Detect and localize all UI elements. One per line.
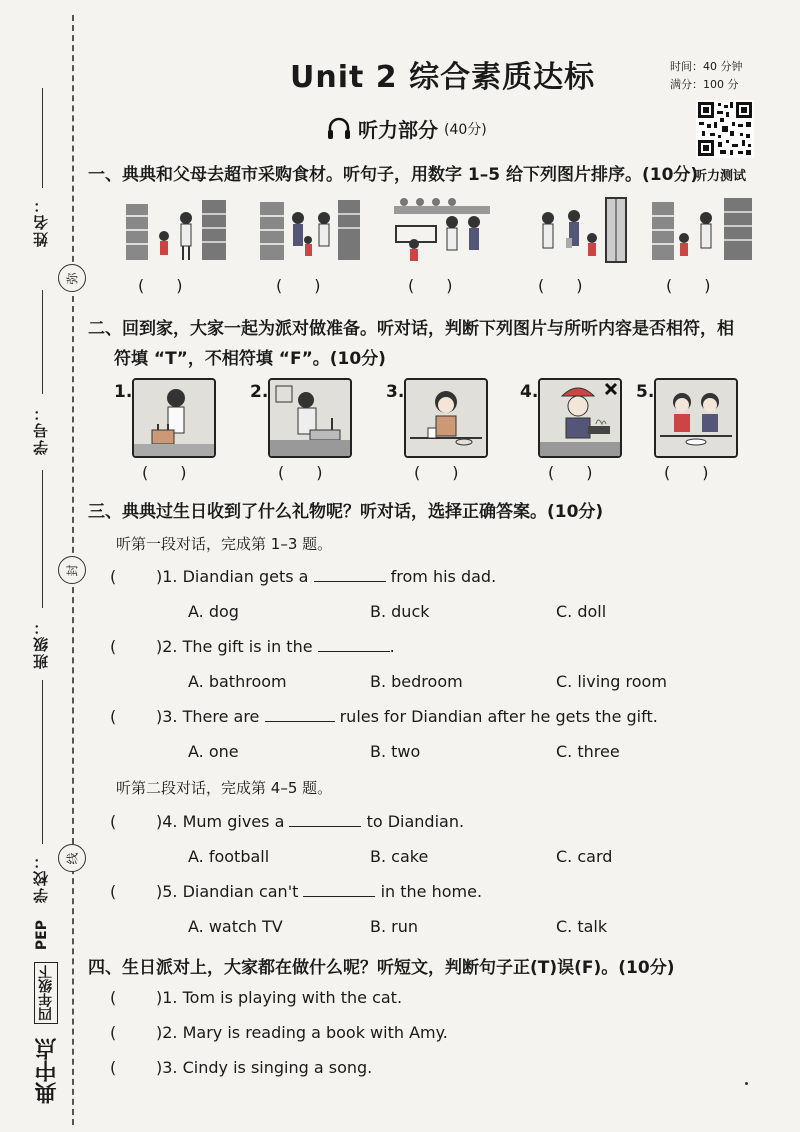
publisher-logo: 典中点: [35, 1038, 60, 1104]
q4-option-c[interactable]: C. card: [556, 847, 613, 866]
section2-answer-1[interactable]: ( ): [142, 463, 187, 482]
grade-label: 四年级下: [34, 962, 58, 1024]
section1-answer-4[interactable]: ( ): [538, 276, 583, 295]
section3-heading: 三、典典过生日收到了什么礼物呢？听对话，选择正确答案。(10分): [88, 502, 604, 522]
seal-feng: 封: [58, 556, 86, 584]
section3-question-1: ( )1. Diandian gets a from his dad.: [110, 567, 497, 586]
fill-blank[interactable]: [303, 882, 375, 897]
q5-option-a[interactable]: A. watch TV: [188, 917, 283, 936]
qr-code-icon[interactable]: [696, 100, 754, 158]
section1-picture-3: [390, 196, 494, 268]
student-no-label: 学号：: [32, 404, 50, 455]
q1-option-a[interactable]: A. dog: [188, 602, 239, 621]
section2-picture-1-baking: [132, 378, 216, 458]
q2-option-c[interactable]: C. living room: [556, 672, 667, 691]
q2-option-a[interactable]: A. bathroom: [188, 672, 287, 691]
page-mark: [745, 1082, 748, 1085]
page-title: Unit 2 综合素质达标: [290, 60, 596, 95]
fill-blank[interactable]: [289, 812, 361, 827]
listening-title: 听力部分: [358, 118, 438, 142]
section3-question-5: ( )5. Diandian can't in the home.: [110, 882, 483, 901]
q3-option-c[interactable]: C. three: [556, 742, 620, 761]
q5-option-c[interactable]: C. talk: [556, 917, 608, 936]
section2-answer-2[interactable]: ( ): [278, 463, 323, 482]
listening-points: (40分): [444, 121, 487, 138]
section2-picture-4-cooking: [538, 378, 622, 458]
section3-question-4: ( )4. Mum gives a to Diandian.: [110, 812, 465, 831]
section4-heading: 四、生日派对上，大家都在做什么呢？听短文，判断句子正(T)误(F)。(10分): [88, 958, 675, 978]
section2-answer-5[interactable]: ( ): [664, 463, 709, 482]
school-field[interactable]: [42, 680, 43, 844]
seal-xian: 线: [58, 844, 86, 872]
section3-part2-intro: 听第二段对话，完成第 4–5 题。: [116, 779, 333, 797]
answer-paren[interactable]: (: [110, 637, 117, 656]
fill-blank[interactable]: [314, 567, 386, 582]
section2-heading-line1: 二、回到家，大家一起为派对做准备。听对话，判断下列图片与所听内容是否相符，相: [88, 319, 734, 339]
section3-part1-intro: 听第一段对话，完成第 1–3 题。: [116, 535, 333, 553]
answer-paren[interactable]: (: [110, 988, 117, 1007]
q2-option-b[interactable]: B. bedroom: [370, 672, 463, 691]
q5-option-b[interactable]: B. run: [370, 917, 419, 936]
section2-picture-3-boy: [404, 378, 488, 458]
headphones-icon: [326, 116, 352, 142]
time-limit: 时间：40 分钟: [670, 60, 743, 73]
section2-item-5-number: 5.: [636, 382, 655, 402]
section2-heading-line2: 符填 “T”，不相符填 “F”。(10分): [114, 349, 386, 369]
qr-label: 听力测试: [694, 169, 747, 184]
fill-blank[interactable]: [265, 707, 335, 722]
section1-picture-2: [258, 196, 362, 268]
student-no-field[interactable]: [42, 290, 43, 394]
section1-picture-4: [528, 196, 632, 268]
section1-picture-1: [124, 196, 228, 268]
section2-item-2-number: 2.: [250, 382, 269, 402]
q1-option-b[interactable]: B. duck: [370, 602, 430, 621]
section4-question-2: ( )2. Mary is reading a book with Amy.: [110, 1023, 448, 1042]
section3-question-3: ( )3. There are rules for Diandian after he gets the gift.: [110, 707, 658, 726]
answer-paren[interactable]: (: [110, 812, 117, 831]
school-label: 学校：: [32, 852, 50, 903]
section4-question-1: ( )1. Tom is playing with the cat.: [110, 988, 403, 1007]
brand-block: [28, 920, 62, 1110]
section1-answer-3[interactable]: ( ): [408, 276, 453, 295]
section4-question-3: ( )3. Cindy is singing a song.: [110, 1058, 373, 1077]
section2-answer-4[interactable]: ( ): [548, 463, 593, 482]
answer-paren[interactable]: (: [110, 1023, 117, 1042]
section2-item-1-number: 1.: [114, 382, 133, 402]
section1-answer-5[interactable]: ( ): [666, 276, 711, 295]
answer-paren[interactable]: (: [110, 707, 117, 726]
name-label: 姓名：: [32, 196, 50, 247]
answer-paren[interactable]: (: [110, 567, 117, 586]
answer-paren[interactable]: (: [110, 882, 117, 901]
class-field[interactable]: [42, 470, 43, 608]
section2-picture-5-children: [654, 378, 738, 458]
q1-option-c[interactable]: C. doll: [556, 602, 607, 621]
listening-header: [326, 114, 487, 143]
full-score: 满分：100 分: [670, 78, 739, 91]
section1-heading: 一、典典和父母去超市采购食材。听句子，用数字 1–5 给下列图片排序。(10分): [88, 165, 699, 185]
section1-answer-1[interactable]: ( ): [138, 276, 183, 295]
answer-paren[interactable]: (: [110, 1058, 117, 1077]
section2-item-3-number: 3.: [386, 382, 405, 402]
section2-answer-3[interactable]: ( ): [414, 463, 459, 482]
section1-picture-5: [650, 196, 754, 268]
edition-label: PEP: [34, 920, 50, 951]
section2-picture-2-washing: [268, 378, 352, 458]
q4-option-b[interactable]: B. cake: [370, 847, 429, 866]
fill-blank[interactable]: [318, 637, 390, 652]
class-label: 班级：: [32, 618, 50, 669]
q3-option-a[interactable]: A. one: [188, 742, 239, 761]
name-field[interactable]: [42, 88, 43, 188]
q4-option-a[interactable]: A. football: [188, 847, 270, 866]
seal-mi: 弥: [58, 264, 86, 292]
section3-question-2: ( )2. The gift is in the .: [110, 637, 395, 656]
q3-option-b[interactable]: B. two: [370, 742, 421, 761]
section2-item-4-number: 4.: [520, 382, 539, 402]
section1-answer-2[interactable]: ( ): [276, 276, 321, 295]
